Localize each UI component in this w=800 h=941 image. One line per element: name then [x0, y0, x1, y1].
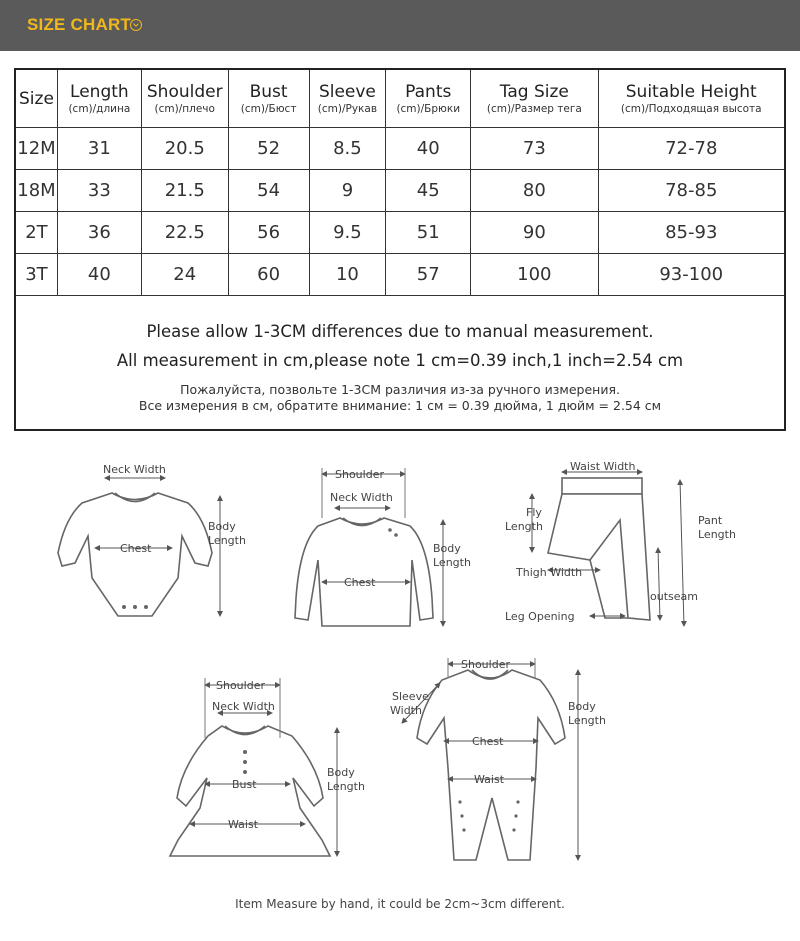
- size-cell: 2T: [15, 212, 57, 254]
- header-main: Sleeve: [318, 81, 376, 102]
- size-table: [14, 68, 786, 431]
- top-shoulder-label: Shoulder: [335, 468, 384, 481]
- dress-waist-label: Waist: [228, 818, 259, 831]
- header-cell-tag-size: [471, 69, 598, 128]
- header-sub: (cm)/Брюки: [396, 102, 461, 115]
- table-cell: 54: [228, 170, 309, 212]
- bodysuit-chest-label: Chest: [120, 542, 152, 555]
- header-cell-sleeve: [309, 69, 386, 128]
- note-conversion-ru: Все измерения в см, обратите внимание: 1 см = 0.39 дюйма, 1 дюйм = 2.54 см: [138, 397, 662, 413]
- table-cell: 24: [141, 254, 228, 296]
- table-cell: 20.5: [141, 128, 228, 170]
- table-cell: 36: [57, 212, 141, 254]
- header-cell-suitable-height: [598, 69, 785, 128]
- header-main: Pants: [405, 81, 452, 102]
- table-cell: 10: [309, 254, 386, 296]
- dress-bust-label: Bust: [232, 778, 257, 791]
- table-cell: 57: [386, 254, 471, 296]
- table-cell: 78-85: [598, 170, 785, 212]
- header-cell-bust: [228, 69, 309, 128]
- pants-fly-label: Fly: [526, 506, 542, 519]
- diagrams-svg: [0, 448, 800, 898]
- romper-chest-label: Chest: [472, 735, 504, 748]
- table-row: [15, 212, 785, 254]
- header-cell-shoulder: [141, 69, 228, 128]
- table-cell: 85-93: [598, 212, 785, 254]
- table-cell: 9.5: [309, 212, 386, 254]
- top-diagram: [295, 518, 433, 626]
- dress-shoulder-label: Shoulder: [216, 679, 265, 692]
- pants-fly-length-label: Length: [505, 520, 543, 533]
- header-main: Shoulder: [146, 81, 223, 102]
- table-cell: 80: [471, 170, 598, 212]
- pants-outseam-label: outseam: [650, 590, 698, 603]
- bodysuit-length-label: Length: [208, 534, 246, 547]
- table-cell: 73: [471, 128, 598, 170]
- table-cell: 60: [228, 254, 309, 296]
- header-sub: (cm)/Размер тега: [486, 102, 582, 115]
- footer-note: Item Measure by hand, it could be 2cm~3cm different.: [235, 897, 565, 911]
- table-cell: 8.5: [309, 128, 386, 170]
- table-cell: 31: [57, 128, 141, 170]
- pants-diagram: [548, 478, 650, 620]
- table-row: [15, 254, 785, 296]
- header-cell-length: [57, 69, 141, 128]
- pants-pant-length-label: Length: [698, 528, 736, 541]
- header-main: Suitable Height: [625, 81, 757, 102]
- pants-leg-opening-label: Leg Opening: [505, 610, 575, 623]
- pants-waist-width-label: Waist Width: [570, 460, 636, 473]
- size-header-cell: [15, 69, 57, 128]
- table-cell: 56: [228, 212, 309, 254]
- header-sub: (cm)/Бюст: [240, 102, 297, 115]
- size-chart-title: SIZE CHART: [27, 15, 131, 34]
- header-main: Length: [70, 81, 129, 102]
- table-cell: 51: [386, 212, 471, 254]
- table-cell: 9: [309, 170, 386, 212]
- header-sub: (cm)/плечо: [154, 102, 215, 115]
- top-neck-width-label: Neck Width: [330, 491, 393, 504]
- table-row: [15, 128, 785, 170]
- dress-diagram: [170, 726, 330, 856]
- header-sub: (cm)/Рукав: [317, 102, 378, 115]
- note-allowance-ru: Пожалуйста, позвольте 1-3CM различия из-за ручного измерения.: [180, 381, 620, 397]
- top-chest-label: Chest: [344, 576, 376, 589]
- notes-row: [15, 296, 785, 431]
- table-cell: 45: [386, 170, 471, 212]
- romper-sleeve-label: Sleeve: [392, 690, 429, 703]
- bodysuit-body-label: Body: [208, 520, 236, 533]
- table-row: [15, 170, 785, 212]
- dress-body-label: Body: [327, 766, 355, 779]
- pants-pant-label: Pant: [698, 514, 723, 527]
- note-conversion: All measurement in cm,please note 1 cm=0.39 inch,1 inch=2.54 cm: [116, 350, 684, 370]
- header-main: Bust: [249, 81, 288, 102]
- table-cell: 93-100: [598, 254, 785, 296]
- size-header-label: Size: [19, 88, 54, 109]
- size-cell: 18M: [15, 170, 57, 212]
- table-cell: 40: [386, 128, 471, 170]
- romper-shoulder-label: Shoulder: [461, 658, 510, 671]
- dress-neck-width-label: Neck Width: [212, 700, 275, 713]
- top-length-label: Length: [433, 556, 471, 569]
- size-cell: 12M: [15, 128, 57, 170]
- romper-diagram: [417, 670, 565, 860]
- table-cell: 40: [57, 254, 141, 296]
- romper-width-label: Width: [390, 704, 422, 717]
- header-main: Tag Size: [499, 81, 569, 102]
- dress-length-label: Length: [327, 780, 365, 793]
- romper-body-label: Body: [568, 700, 596, 713]
- header-cell-pants: [386, 69, 471, 128]
- header-sub: (cm)/Подходящая высота: [620, 102, 762, 115]
- header-sub: (cm)/длина: [68, 102, 131, 115]
- size-chart-header: [0, 0, 800, 51]
- table-cell: 100: [471, 254, 598, 296]
- top-body-label: Body: [433, 542, 461, 555]
- table-cell: 52: [228, 128, 309, 170]
- romper-length-label: Length: [568, 714, 606, 727]
- table-header-row: [15, 69, 785, 128]
- chevron-down-circle-icon: [130, 19, 142, 31]
- measurement-diagrams: [0, 448, 800, 898]
- size-cell: 3T: [15, 254, 57, 296]
- table-cell: 22.5: [141, 212, 228, 254]
- note-allowance: Please allow 1-3CM differences due to manual measurement.: [146, 321, 654, 341]
- pants-thigh-width-label: Thigh Width: [516, 566, 583, 579]
- bodysuit-neck-width-label: Neck Width: [103, 463, 166, 476]
- romper-waist-label: Waist: [474, 773, 505, 786]
- notes-cell: [15, 296, 785, 431]
- table-cell: 72-78: [598, 128, 785, 170]
- table-cell: 90: [471, 212, 598, 254]
- table-cell: 21.5: [141, 170, 228, 212]
- table-cell: 33: [57, 170, 141, 212]
